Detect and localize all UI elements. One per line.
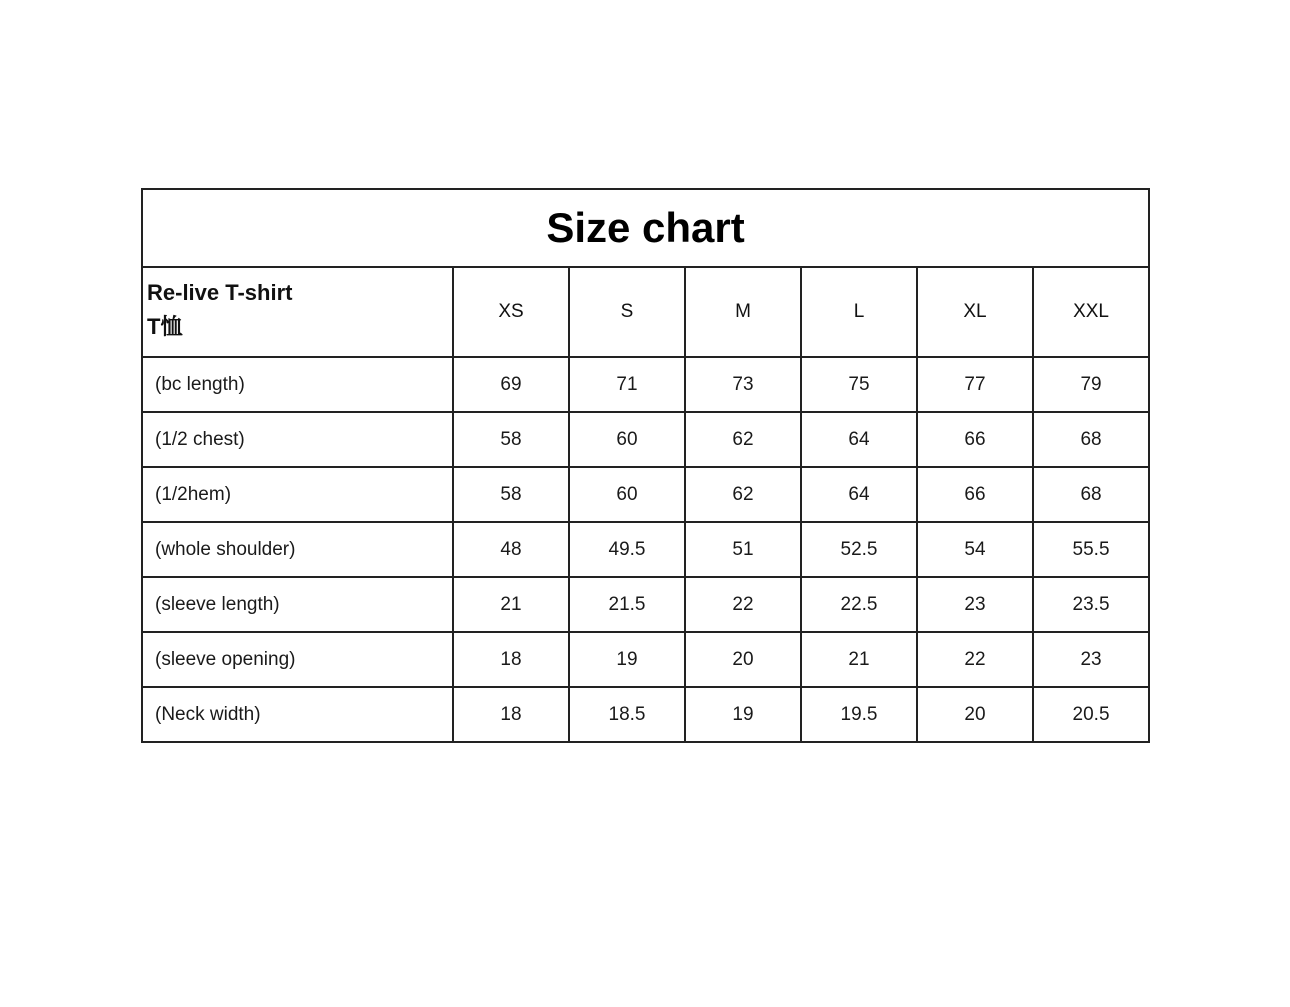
table-cell: 68	[1033, 412, 1149, 467]
table-cell: 48	[453, 522, 569, 577]
size-header-xl: XL	[917, 267, 1033, 357]
size-header-l: L	[801, 267, 917, 357]
table-cell: 79	[1033, 357, 1149, 412]
table-cell: 21.5	[569, 577, 685, 632]
table-cell: 54	[917, 522, 1033, 577]
table-cell: 58	[453, 412, 569, 467]
size-header-xs: XS	[453, 267, 569, 357]
row-label: (bc length)	[142, 357, 453, 412]
table-cell: 22	[685, 577, 801, 632]
table-cell: 66	[917, 412, 1033, 467]
table-cell: 60	[569, 412, 685, 467]
product-name-cell	[142, 267, 453, 357]
table-row	[142, 412, 1149, 467]
size-header-s: S	[569, 267, 685, 357]
table-cell: 20.5	[1033, 687, 1149, 742]
product-name-en: Re-live T-shirt	[147, 280, 293, 305]
table-cell: 68	[1033, 467, 1149, 522]
size-header-xxl: XXL	[1033, 267, 1149, 357]
table-cell: 52.5	[801, 522, 917, 577]
table-cell: 64	[801, 412, 917, 467]
chart-title: Size chart	[142, 189, 1149, 267]
table-cell: 62	[685, 467, 801, 522]
table-row	[142, 522, 1149, 577]
table-cell: 58	[453, 467, 569, 522]
table-cell: 23.5	[1033, 577, 1149, 632]
table-cell: 75	[801, 357, 917, 412]
table-row	[142, 577, 1149, 632]
table-cell: 55.5	[1033, 522, 1149, 577]
table-cell: 51	[685, 522, 801, 577]
row-label: (1/2 chest)	[142, 412, 453, 467]
table-cell: 21	[801, 632, 917, 687]
title-row	[142, 189, 1149, 267]
table-cell: 22.5	[801, 577, 917, 632]
table-cell: 23	[1033, 632, 1149, 687]
table-cell: 19.5	[801, 687, 917, 742]
row-label: (sleeve length)	[142, 577, 453, 632]
table-cell: 60	[569, 467, 685, 522]
row-label: (whole shoulder)	[142, 522, 453, 577]
table-row	[142, 632, 1149, 687]
table-cell: 62	[685, 412, 801, 467]
product-name-cn: T恤	[147, 314, 183, 339]
table-cell: 66	[917, 467, 1033, 522]
table-cell: 20	[685, 632, 801, 687]
table-cell: 77	[917, 357, 1033, 412]
size-chart	[141, 188, 1149, 743]
size-header-m: M	[685, 267, 801, 357]
table-cell: 18	[453, 687, 569, 742]
table-row	[142, 467, 1149, 522]
row-label: (1/2hem)	[142, 467, 453, 522]
table-cell: 18	[453, 632, 569, 687]
table-row	[142, 357, 1149, 412]
table-cell: 23	[917, 577, 1033, 632]
row-label: (Neck width)	[142, 687, 453, 742]
table-cell: 71	[569, 357, 685, 412]
table-cell: 64	[801, 467, 917, 522]
table-cell: 22	[917, 632, 1033, 687]
table-cell: 18.5	[569, 687, 685, 742]
table-cell: 73	[685, 357, 801, 412]
table-cell: 69	[453, 357, 569, 412]
table-cell: 49.5	[569, 522, 685, 577]
table-cell: 19	[569, 632, 685, 687]
header-row	[142, 267, 1149, 357]
table-row	[142, 687, 1149, 742]
table-cell: 20	[917, 687, 1033, 742]
row-label: (sleeve opening)	[142, 632, 453, 687]
table-cell: 21	[453, 577, 569, 632]
size-table	[141, 188, 1150, 743]
table-cell: 19	[685, 687, 801, 742]
